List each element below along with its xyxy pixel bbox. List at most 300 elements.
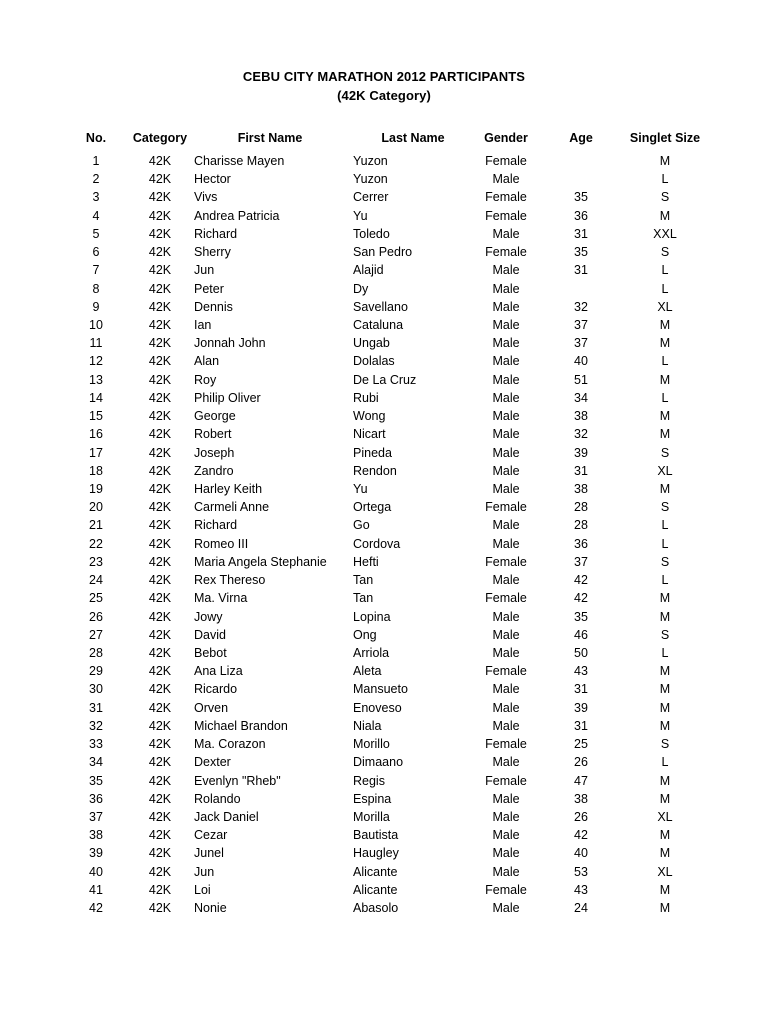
cell-last-name: Aleta bbox=[353, 664, 382, 679]
table-row bbox=[0, 608, 768, 626]
cell-first-name: Sherry bbox=[194, 245, 231, 260]
cell-age: 37 bbox=[574, 336, 588, 351]
cell-no: 34 bbox=[89, 755, 103, 770]
cell-category: 42K bbox=[148, 336, 172, 351]
cell-first-name: Robert bbox=[194, 427, 232, 442]
cell-gender: Male bbox=[492, 791, 520, 806]
cell-last-name: Abasolo bbox=[353, 901, 399, 915]
cell-first-name: Zandro bbox=[194, 463, 234, 478]
cell-last-name: Yuzon bbox=[353, 154, 388, 168]
table-row bbox=[0, 735, 768, 753]
cell-age: 31 bbox=[574, 263, 588, 278]
cell-no: 11 bbox=[89, 336, 103, 351]
table-row bbox=[0, 407, 768, 425]
cell-age: 26 bbox=[574, 755, 588, 770]
table-header bbox=[0, 129, 768, 147]
cell-gender: Male bbox=[492, 627, 520, 642]
cell-first-name: Loi bbox=[194, 882, 211, 897]
cell-age: 42 bbox=[574, 591, 588, 606]
cell-singlet-size: M bbox=[659, 882, 671, 897]
cell-age: 31 bbox=[574, 226, 588, 241]
cell-no: 10 bbox=[89, 318, 103, 332]
cell-first-name: Carmeli Anne bbox=[194, 500, 270, 515]
cell-category: 42K bbox=[148, 901, 172, 915]
cell-age: 34 bbox=[574, 390, 588, 405]
cell-category: 42K bbox=[148, 427, 172, 442]
cell-gender: Male bbox=[492, 828, 520, 843]
cell-category: 42K bbox=[148, 573, 172, 588]
cell-category: 42K bbox=[148, 172, 172, 187]
cell-singlet-size: L bbox=[661, 281, 669, 296]
table-row bbox=[0, 881, 768, 899]
cell-no: 24 bbox=[89, 573, 103, 588]
table-row bbox=[0, 753, 768, 771]
table-row bbox=[0, 863, 768, 881]
cell-first-name: David bbox=[194, 627, 226, 642]
cell-age: 46 bbox=[574, 627, 588, 642]
cell-first-name: Romeo III bbox=[194, 536, 249, 551]
cell-category: 42K bbox=[148, 591, 172, 606]
cell-singlet-size: M bbox=[659, 791, 671, 806]
cell-gender: Male bbox=[492, 482, 520, 496]
cell-gender: Male bbox=[492, 864, 520, 879]
cell-gender: Female bbox=[485, 190, 527, 205]
cell-category: 42K bbox=[148, 482, 172, 496]
cell-no: 17 bbox=[89, 445, 103, 460]
cell-no: 7 bbox=[92, 263, 100, 278]
cell-gender: Female bbox=[485, 554, 527, 569]
cell-last-name: Tan bbox=[353, 573, 374, 588]
cell-no: 38 bbox=[89, 828, 103, 843]
cell-gender: Female bbox=[485, 245, 527, 260]
cell-first-name: Ana Liza bbox=[194, 664, 243, 679]
cell-age: 40 bbox=[574, 846, 588, 861]
cell-category: 42K bbox=[148, 828, 172, 843]
cell-no: 27 bbox=[89, 627, 103, 642]
cell-gender: Female bbox=[485, 591, 527, 606]
cell-singlet-size: M bbox=[659, 427, 671, 442]
cell-first-name: Bebot bbox=[194, 645, 227, 660]
cell-no: 1 bbox=[92, 154, 100, 168]
cell-age: 40 bbox=[574, 354, 588, 369]
cell-last-name: Haugley bbox=[353, 846, 399, 861]
cell-age: 36 bbox=[574, 208, 588, 223]
cell-category: 42K bbox=[148, 882, 172, 897]
cell-singlet-size: S bbox=[660, 737, 670, 751]
cell-first-name: Hector bbox=[194, 172, 231, 187]
cell-first-name: Orven bbox=[194, 700, 229, 715]
cell-gender: Male bbox=[492, 299, 520, 314]
cell-no: 5 bbox=[92, 226, 100, 241]
cell-category: 42K bbox=[148, 755, 172, 770]
cell-singlet-size: M bbox=[659, 846, 671, 861]
cell-category: 42K bbox=[148, 445, 172, 460]
table-row bbox=[0, 170, 768, 188]
cell-gender: Male bbox=[492, 536, 520, 551]
cell-age: 35 bbox=[574, 245, 588, 260]
cell-gender: Male bbox=[492, 573, 520, 588]
cell-last-name: Cataluna bbox=[353, 318, 404, 332]
cell-age: 31 bbox=[574, 463, 588, 478]
cell-age: 39 bbox=[574, 700, 588, 715]
table-row bbox=[0, 699, 768, 717]
table-row bbox=[0, 243, 768, 261]
cell-last-name: Ortega bbox=[353, 500, 392, 515]
cell-age: 28 bbox=[574, 500, 588, 515]
cell-last-name: Rendon bbox=[353, 463, 397, 478]
cell-first-name: Philip Oliver bbox=[194, 390, 261, 405]
cell-age: 37 bbox=[574, 318, 588, 332]
table-row bbox=[0, 717, 768, 735]
cell-singlet-size: L bbox=[661, 755, 669, 770]
cell-first-name: Dexter bbox=[194, 755, 231, 770]
cell-last-name: Regis bbox=[353, 773, 385, 788]
cell-first-name: Andrea Patricia bbox=[194, 208, 280, 223]
header-category: Category bbox=[132, 131, 188, 145]
cell-singlet-size: L bbox=[661, 390, 669, 405]
table-row bbox=[0, 444, 768, 462]
cell-category: 42K bbox=[148, 500, 172, 515]
cell-first-name: Ma. Virna bbox=[194, 591, 248, 606]
cell-no: 26 bbox=[89, 609, 103, 624]
header-no: No. bbox=[85, 131, 107, 145]
table-row bbox=[0, 662, 768, 680]
cell-gender: Male bbox=[492, 809, 520, 824]
cell-no: 33 bbox=[89, 737, 103, 751]
cell-category: 42K bbox=[148, 226, 172, 241]
cell-category: 42K bbox=[148, 554, 172, 569]
cell-age: 35 bbox=[574, 190, 588, 205]
table-row bbox=[0, 498, 768, 516]
cell-last-name: Pineda bbox=[353, 445, 392, 460]
cell-last-name: Nicart bbox=[353, 427, 386, 442]
cell-category: 42K bbox=[148, 154, 172, 168]
cell-gender: Male bbox=[492, 263, 520, 278]
cell-category: 42K bbox=[148, 609, 172, 624]
cell-first-name: Peter bbox=[194, 281, 224, 296]
cell-first-name: Cezar bbox=[194, 828, 228, 843]
cell-no: 16 bbox=[89, 427, 103, 442]
cell-category: 42K bbox=[148, 354, 172, 369]
cell-singlet-size: XL bbox=[657, 299, 673, 314]
table-row bbox=[0, 680, 768, 698]
cell-category: 42K bbox=[148, 390, 172, 405]
cell-singlet-size: M bbox=[659, 154, 671, 168]
cell-category: 42K bbox=[148, 846, 172, 861]
cell-age: 37 bbox=[574, 554, 588, 569]
cell-no: 8 bbox=[92, 281, 100, 296]
cell-last-name: Mansueto bbox=[353, 682, 408, 697]
cell-singlet-size: M bbox=[659, 208, 671, 223]
cell-category: 42K bbox=[148, 773, 172, 788]
cell-singlet-size: M bbox=[659, 591, 671, 606]
table-row bbox=[0, 535, 768, 553]
cell-gender: Female bbox=[485, 882, 527, 897]
table-row bbox=[0, 772, 768, 790]
cell-last-name: Cerrer bbox=[353, 190, 389, 205]
cell-age: 38 bbox=[574, 791, 588, 806]
cell-no: 12 bbox=[89, 354, 103, 369]
cell-age: 39 bbox=[574, 445, 588, 460]
cell-last-name: Cordova bbox=[353, 536, 401, 551]
cell-age: 43 bbox=[574, 664, 588, 679]
cell-category: 42K bbox=[148, 463, 172, 478]
cell-no: 32 bbox=[89, 718, 103, 733]
cell-last-name: Enoveso bbox=[353, 700, 402, 715]
cell-no: 42 bbox=[89, 901, 103, 915]
cell-first-name: Evenlyn "Rheb" bbox=[194, 773, 281, 788]
cell-last-name: Alicante bbox=[353, 882, 398, 897]
cell-category: 42K bbox=[148, 791, 172, 806]
cell-gender: Female bbox=[485, 154, 527, 168]
cell-last-name: San Pedro bbox=[353, 245, 413, 260]
cell-first-name: Jack Daniel bbox=[194, 809, 259, 824]
cell-gender: Male bbox=[492, 645, 520, 660]
cell-singlet-size: XL bbox=[657, 463, 673, 478]
cell-first-name: Ian bbox=[194, 318, 212, 332]
cell-no: 6 bbox=[92, 245, 100, 260]
cell-first-name: Ma. Corazon bbox=[194, 737, 266, 751]
cell-no: 2 bbox=[92, 172, 100, 187]
cell-gender: Male bbox=[492, 409, 520, 424]
cell-first-name: Jowy bbox=[194, 609, 223, 624]
cell-gender: Male bbox=[492, 445, 520, 460]
table-row bbox=[0, 480, 768, 498]
cell-no: 19 bbox=[89, 482, 103, 496]
cell-gender: Male bbox=[492, 682, 520, 697]
cell-first-name: Junel bbox=[194, 846, 224, 861]
header-age: Age bbox=[569, 131, 593, 145]
cell-age: 50 bbox=[574, 645, 588, 660]
cell-last-name: Dimaano bbox=[353, 755, 404, 770]
cell-first-name: Ricardo bbox=[194, 682, 238, 697]
cell-no: 37 bbox=[89, 809, 103, 824]
table-row bbox=[0, 808, 768, 826]
cell-no: 36 bbox=[89, 791, 103, 806]
cell-no: 9 bbox=[92, 299, 100, 314]
cell-singlet-size: S bbox=[660, 554, 670, 569]
cell-age: 42 bbox=[574, 828, 588, 843]
cell-singlet-size: M bbox=[659, 318, 671, 332]
cell-gender: Male bbox=[492, 390, 520, 405]
cell-gender: Male bbox=[492, 718, 520, 733]
cell-last-name: De La Cruz bbox=[353, 372, 417, 387]
cell-first-name: Charisse Mayen bbox=[194, 154, 285, 168]
cell-first-name: Maria Angela Stephanie bbox=[194, 554, 327, 569]
cell-no: 13 bbox=[89, 372, 103, 387]
table-row bbox=[0, 298, 768, 316]
cell-singlet-size: M bbox=[659, 336, 671, 351]
cell-age: 32 bbox=[574, 299, 588, 314]
table-row bbox=[0, 334, 768, 352]
cell-no: 22 bbox=[89, 536, 103, 551]
header-singlet-size: Singlet Size bbox=[629, 131, 701, 145]
cell-category: 42K bbox=[148, 864, 172, 879]
cell-no: 4 bbox=[92, 208, 100, 223]
cell-age: 51 bbox=[574, 372, 588, 387]
cell-singlet-size: S bbox=[660, 627, 670, 642]
table-row bbox=[0, 626, 768, 644]
cell-singlet-size: L bbox=[661, 645, 669, 660]
cell-gender: Female bbox=[485, 773, 527, 788]
header-last-name: Last Name bbox=[381, 131, 445, 145]
cell-category: 42K bbox=[148, 245, 172, 260]
cell-category: 42K bbox=[148, 299, 172, 314]
table-row bbox=[0, 571, 768, 589]
cell-category: 42K bbox=[148, 682, 172, 697]
cell-singlet-size: M bbox=[659, 773, 671, 788]
cell-last-name: Rubi bbox=[353, 390, 379, 405]
cell-singlet-size: L bbox=[661, 536, 669, 551]
table-row bbox=[0, 790, 768, 808]
table-row bbox=[0, 371, 768, 389]
cell-category: 42K bbox=[148, 664, 172, 679]
cell-last-name: Wong bbox=[353, 409, 386, 424]
page-title: CEBU CITY MARATHON 2012 PARTICIPANTS bbox=[242, 69, 526, 84]
cell-singlet-size: S bbox=[660, 500, 670, 515]
cell-age: 24 bbox=[574, 901, 588, 915]
cell-singlet-size: S bbox=[660, 445, 670, 460]
cell-category: 42K bbox=[148, 718, 172, 733]
cell-age: 25 bbox=[574, 737, 588, 751]
cell-first-name: George bbox=[194, 409, 236, 424]
cell-last-name: Ungab bbox=[353, 336, 390, 351]
cell-gender: Male bbox=[492, 281, 520, 296]
table-row bbox=[0, 225, 768, 243]
cell-gender: Male bbox=[492, 700, 520, 715]
cell-first-name: Alan bbox=[194, 354, 220, 369]
table-row bbox=[0, 352, 768, 370]
cell-last-name: Lopina bbox=[353, 609, 391, 624]
cell-no: 28 bbox=[89, 645, 103, 660]
cell-last-name: Yuzon bbox=[353, 172, 388, 187]
cell-last-name: Savellano bbox=[353, 299, 408, 314]
table-row bbox=[0, 844, 768, 862]
cell-first-name: Nonie bbox=[194, 901, 227, 915]
cell-singlet-size: L bbox=[661, 518, 669, 533]
cell-age: 53 bbox=[574, 864, 588, 879]
cell-age: 36 bbox=[574, 536, 588, 551]
header-gender: Gender bbox=[484, 131, 528, 145]
cell-no: 41 bbox=[89, 882, 103, 897]
cell-no: 18 bbox=[89, 463, 103, 478]
cell-gender: Female bbox=[485, 500, 527, 515]
cell-last-name: Morilla bbox=[353, 809, 390, 824]
cell-first-name: Richard bbox=[194, 226, 238, 241]
table-row bbox=[0, 589, 768, 607]
cell-last-name: Ong bbox=[353, 627, 377, 642]
cell-last-name: Morillo bbox=[353, 737, 390, 751]
cell-singlet-size: M bbox=[659, 409, 671, 424]
cell-first-name: Rolando bbox=[194, 791, 241, 806]
cell-first-name: Joseph bbox=[194, 445, 235, 460]
cell-gender: Female bbox=[485, 737, 527, 751]
cell-age: 35 bbox=[574, 609, 588, 624]
cell-last-name: Yu bbox=[353, 482, 368, 496]
cell-first-name: Jun bbox=[194, 263, 215, 278]
cell-no: 39 bbox=[89, 846, 103, 861]
cell-first-name: Roy bbox=[194, 372, 217, 387]
cell-singlet-size: L bbox=[661, 263, 669, 278]
cell-age: 43 bbox=[574, 882, 588, 897]
cell-category: 42K bbox=[148, 737, 172, 751]
cell-no: 21 bbox=[89, 518, 103, 533]
cell-age: 31 bbox=[574, 682, 588, 697]
cell-last-name: Alicante bbox=[353, 864, 398, 879]
cell-no: 3 bbox=[92, 190, 100, 205]
table-row bbox=[0, 207, 768, 225]
cell-gender: Male bbox=[492, 226, 520, 241]
table-row bbox=[0, 553, 768, 571]
table-row bbox=[0, 425, 768, 443]
cell-age: 38 bbox=[574, 482, 588, 496]
cell-singlet-size: M bbox=[659, 482, 671, 496]
cell-gender: Male bbox=[492, 755, 520, 770]
cell-no: 40 bbox=[89, 864, 103, 879]
cell-gender: Male bbox=[492, 609, 520, 624]
header-first-name: First Name bbox=[237, 131, 303, 145]
cell-age: 47 bbox=[574, 773, 588, 788]
cell-first-name: Michael Brandon bbox=[194, 718, 288, 733]
cell-gender: Female bbox=[485, 664, 527, 679]
table-row bbox=[0, 644, 768, 662]
cell-first-name: Harley Keith bbox=[194, 482, 263, 496]
cell-last-name: Tan bbox=[353, 591, 374, 606]
cell-age: 32 bbox=[574, 427, 588, 442]
table-row bbox=[0, 261, 768, 279]
cell-singlet-size: M bbox=[659, 682, 671, 697]
cell-category: 42K bbox=[148, 281, 172, 296]
cell-age: 26 bbox=[574, 809, 588, 824]
table-row bbox=[0, 389, 768, 407]
cell-no: 20 bbox=[89, 500, 103, 515]
cell-singlet-size: M bbox=[659, 718, 671, 733]
page-subtitle: (42K Category) bbox=[337, 88, 431, 103]
cell-last-name: Toledo bbox=[353, 226, 390, 241]
cell-last-name: Hefti bbox=[353, 554, 379, 569]
cell-no: 31 bbox=[89, 700, 103, 715]
cell-age: 38 bbox=[574, 409, 588, 424]
cell-singlet-size: S bbox=[660, 245, 670, 260]
cell-category: 42K bbox=[148, 318, 172, 332]
cell-gender: Male bbox=[492, 318, 520, 332]
cell-gender: Male bbox=[492, 372, 520, 387]
cell-last-name: Arriola bbox=[353, 645, 390, 660]
cell-gender: Female bbox=[485, 208, 527, 223]
cell-gender: Male bbox=[492, 846, 520, 861]
cell-first-name: Jonnah John bbox=[194, 336, 266, 351]
cell-category: 42K bbox=[148, 372, 172, 387]
cell-gender: Male bbox=[492, 518, 520, 533]
cell-gender: Male bbox=[492, 336, 520, 351]
cell-first-name: Richard bbox=[194, 518, 238, 533]
cell-singlet-size: M bbox=[659, 901, 671, 915]
cell-gender: Male bbox=[492, 427, 520, 442]
cell-singlet-size: L bbox=[661, 354, 669, 369]
cell-category: 42K bbox=[148, 700, 172, 715]
cell-category: 42K bbox=[148, 518, 172, 533]
table-row bbox=[0, 899, 768, 917]
cell-first-name: Jun bbox=[194, 864, 215, 879]
cell-no: 14 bbox=[89, 390, 103, 405]
cell-first-name: Rex Thereso bbox=[194, 573, 266, 588]
cell-singlet-size: XXL bbox=[653, 226, 677, 241]
cell-category: 42K bbox=[148, 263, 172, 278]
table-row bbox=[0, 462, 768, 480]
cell-age: 31 bbox=[574, 718, 588, 733]
cell-gender: Male bbox=[492, 354, 520, 369]
cell-gender: Male bbox=[492, 901, 520, 915]
